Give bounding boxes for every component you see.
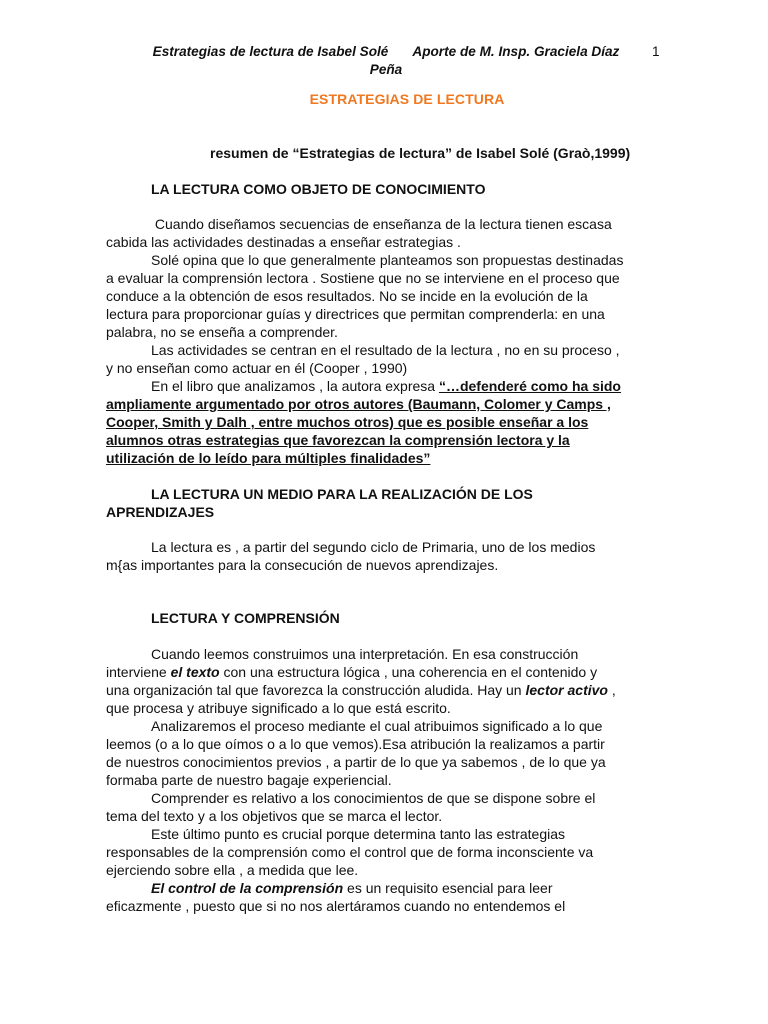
page-number: 1 — [652, 44, 660, 59]
text-line: a evaluar la comprensión lectora . Sostiene que no se interviene en el proceso que — [106, 270, 620, 286]
text-line: lectura para proporcionar guías y directrices que permitan comprenderla: en una — [106, 306, 605, 322]
emphasis-text: El control de la comprensión — [151, 880, 344, 896]
quote-intro-line: En el libro que analizamos , la autora expresa “…defenderé como ha sido — [151, 378, 621, 394]
text-line: responsables de la comprensión como el control que de forma inconsciente va — [106, 844, 594, 860]
text-line: m{as importantes para la consecución de nuevos aprendizajes. — [106, 557, 499, 573]
emphasis-text: lector activo — [525, 682, 608, 698]
text-line: El control de la comprensión es un requisito esencial para leer — [151, 880, 553, 896]
header-left-text: Estrategias de lectura de Isabel Solé — [152, 44, 389, 59]
section-heading-2 — [106, 485, 666, 521]
text-line: y no enseñan como actuar en él (Cooper , 1990) — [106, 360, 408, 376]
text-line: de nuestros conocimientos previos , a partir de lo que ya sabemos , de lo que ya — [106, 754, 606, 770]
text-line: una organización tal que favorezca la construcción aludida. Hay un lector activo , — [106, 682, 616, 698]
text-line: formaba parte de nuestro bagaje experiencial. — [106, 772, 392, 788]
text-line: eficazmente , puesto que si no nos alertáramos cuando no entendemos el — [106, 898, 566, 914]
text-line: conduce a la obtención de esos resultados. No se incide en la evolución de la — [106, 288, 588, 304]
text-line: que procesa y atribuye significado a lo que está escrito. — [106, 700, 451, 716]
text-line: cabida las actividades destinadas a enseñar estrategias . — [106, 234, 461, 250]
text-line: tema del texto y a los objetivos que se marca el lector. — [106, 808, 443, 824]
summary-line: resumen de “Estrategias de lectura” de Isabel Solé (Graò,1999) — [210, 145, 631, 161]
section-heading-1-text: LA LECTURA COMO OBJETO DE CONOCIMIENTO — [151, 181, 486, 197]
emphasis-text: el texto — [170, 664, 220, 680]
text-line: leemos (o a lo que oímos o a lo que vemos).Esa atribución la realizamos a partir — [106, 736, 605, 752]
quote-text: utilización de lo leído para múltiples finalidades” — [106, 450, 431, 466]
text-line: Analizaremos el proceso mediante el cual atribuimos significado a lo que — [151, 718, 603, 734]
section-heading-2-text-continued: APRENDIZAJES — [106, 504, 215, 520]
text-line: Cuando diseñamos secuencias de enseñanza de la lectura tienen escasa — [151, 216, 612, 232]
text-line: Solé opina que lo que generalmente planteamos son propuestas destinadas — [151, 252, 624, 268]
text-line: palabra, no se enseña a comprender. — [106, 324, 338, 340]
text-line: Las actividades se centran en el resultado de la lectura , no en su proceso , — [151, 342, 620, 358]
text-line: Comprender es relativo a los conocimientos de que se dispone sobre el — [151, 790, 596, 806]
quote-text: alumnos otras estrategias que favorezcan la comprensión lectora y la — [106, 432, 570, 448]
text-line: Cuando leemos construimos una interpretación. En esa construcción — [151, 646, 579, 662]
running-header — [110, 43, 662, 79]
header-right-text: Aporte de M. Insp. Graciela Díaz — [412, 44, 620, 59]
quote-text: ampliamente argumentado por otros autores (Baumann, Colomer y Camps , — [106, 396, 611, 412]
quote-text: Cooper, Smith y Dalh , entre muchos otros) que es posible enseñar a los — [106, 414, 589, 430]
text-line: ejerciendo sobre ella , a medida que lee. — [106, 862, 359, 878]
section-1-body — [106, 215, 666, 467]
document-title: ESTRATEGIAS DE LECTURA — [309, 91, 505, 107]
section-heading-2-text: LA LECTURA UN MEDIO PARA LA REALIZACIÓN DE LOS — [151, 486, 533, 502]
quote-text: “…defenderé como ha sido — [438, 378, 621, 394]
section-heading-3 — [106, 609, 666, 627]
section-heading-3-text: LECTURA Y COMPRENSIÓN — [151, 610, 340, 626]
text-line: La lectura es , a partir del segundo ciclo de Primaria, uno de los medios — [151, 539, 596, 555]
text-line: Este último punto es crucial porque determina tanto las estrategias — [151, 826, 566, 842]
section-2-body — [106, 538, 666, 574]
text-line: interviene el texto con una estructura lógica , una coherencia en el contenido y — [106, 664, 598, 680]
header-right-text-continued: Peña — [369, 62, 403, 77]
section-heading-1 — [106, 180, 666, 198]
section-3-body — [106, 645, 666, 915]
